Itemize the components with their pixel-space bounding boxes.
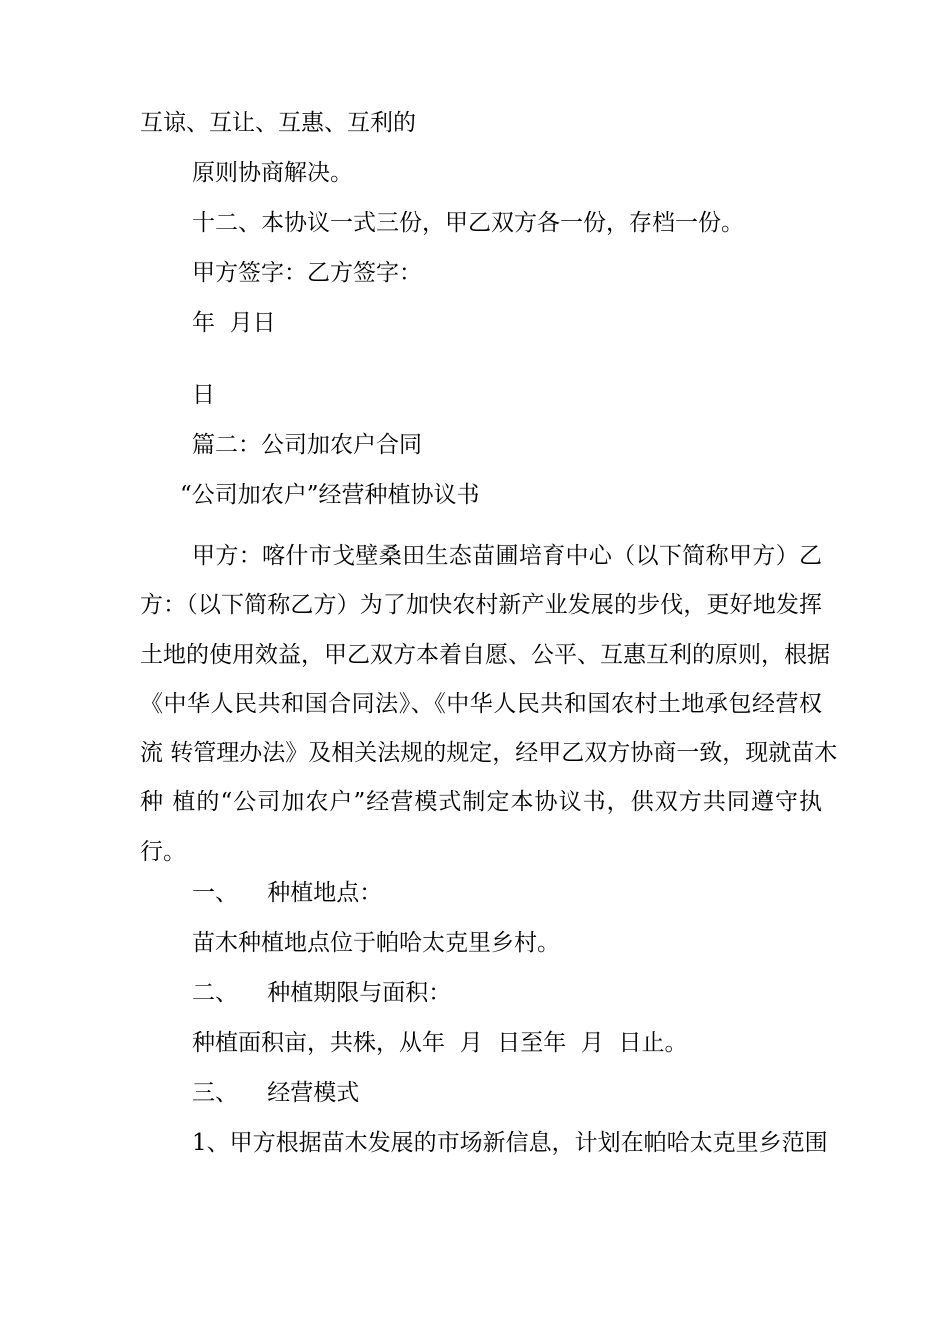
paragraph-row: 甲方：喀什市戈壁桑田生态苗圃培育中心（以下简称甲方）乙 xyxy=(192,543,822,569)
paragraph-row: 行。 xyxy=(140,838,186,865)
heading-business-model: 三、 经营模式 xyxy=(192,1080,360,1106)
text-business-model-item-1: 1、甲方根据苗木发展的市场新信息，计划在帕哈太克里乡范围 xyxy=(192,1130,828,1156)
date-line: 年 月日 xyxy=(192,310,276,336)
text-planting-term-area: 种植面积亩，共株，从年 月 日至年 月 日止。 xyxy=(192,1030,688,1056)
text-line-continuation: 互谅、互让、互惠、互利的 xyxy=(140,110,416,136)
heading-planting-term-area: 二、 种植期限与面积： xyxy=(192,980,452,1006)
paragraph-row: 方：（以下简称乙方）为了加快农村新产业发展的步伐，更好地发挥 xyxy=(140,592,822,619)
text-line-principle: 原则协商解决。 xyxy=(192,160,353,186)
clause-twelve: 十二、本协议一式三份，甲乙双方各一份，存档一份。 xyxy=(192,210,744,236)
paragraph-row: 流 转管理办法》及相关法规的规定，经甲乙双方协商一致，现就苗木 xyxy=(140,740,838,767)
signature-line: 甲方签字：乙方签字： xyxy=(192,260,422,286)
heading-planting-location: 一、 种植地点： xyxy=(192,880,383,906)
section-heading: 篇二：公司加农户合同 xyxy=(192,432,422,458)
agreement-title: “公司加农户”经营种植协议书 xyxy=(180,482,480,508)
paragraph-row: 《中华人民共和国合同法》、《中华人民共和国农村土地承包经营权 xyxy=(140,690,822,717)
day-line: 日 xyxy=(192,382,215,408)
text-planting-location: 苗木种植地点位于帕哈太克里乡村。 xyxy=(192,930,560,956)
paragraph-row: 土地的使用效益，甲乙双方本着自愿、公平、互惠互利的原则，根据 xyxy=(140,641,830,668)
parties-paragraph xyxy=(140,532,838,877)
paragraph-row: 种 植的“公司加农户”经营模式制定本协议书，供双方共同遵守执 xyxy=(140,789,822,816)
